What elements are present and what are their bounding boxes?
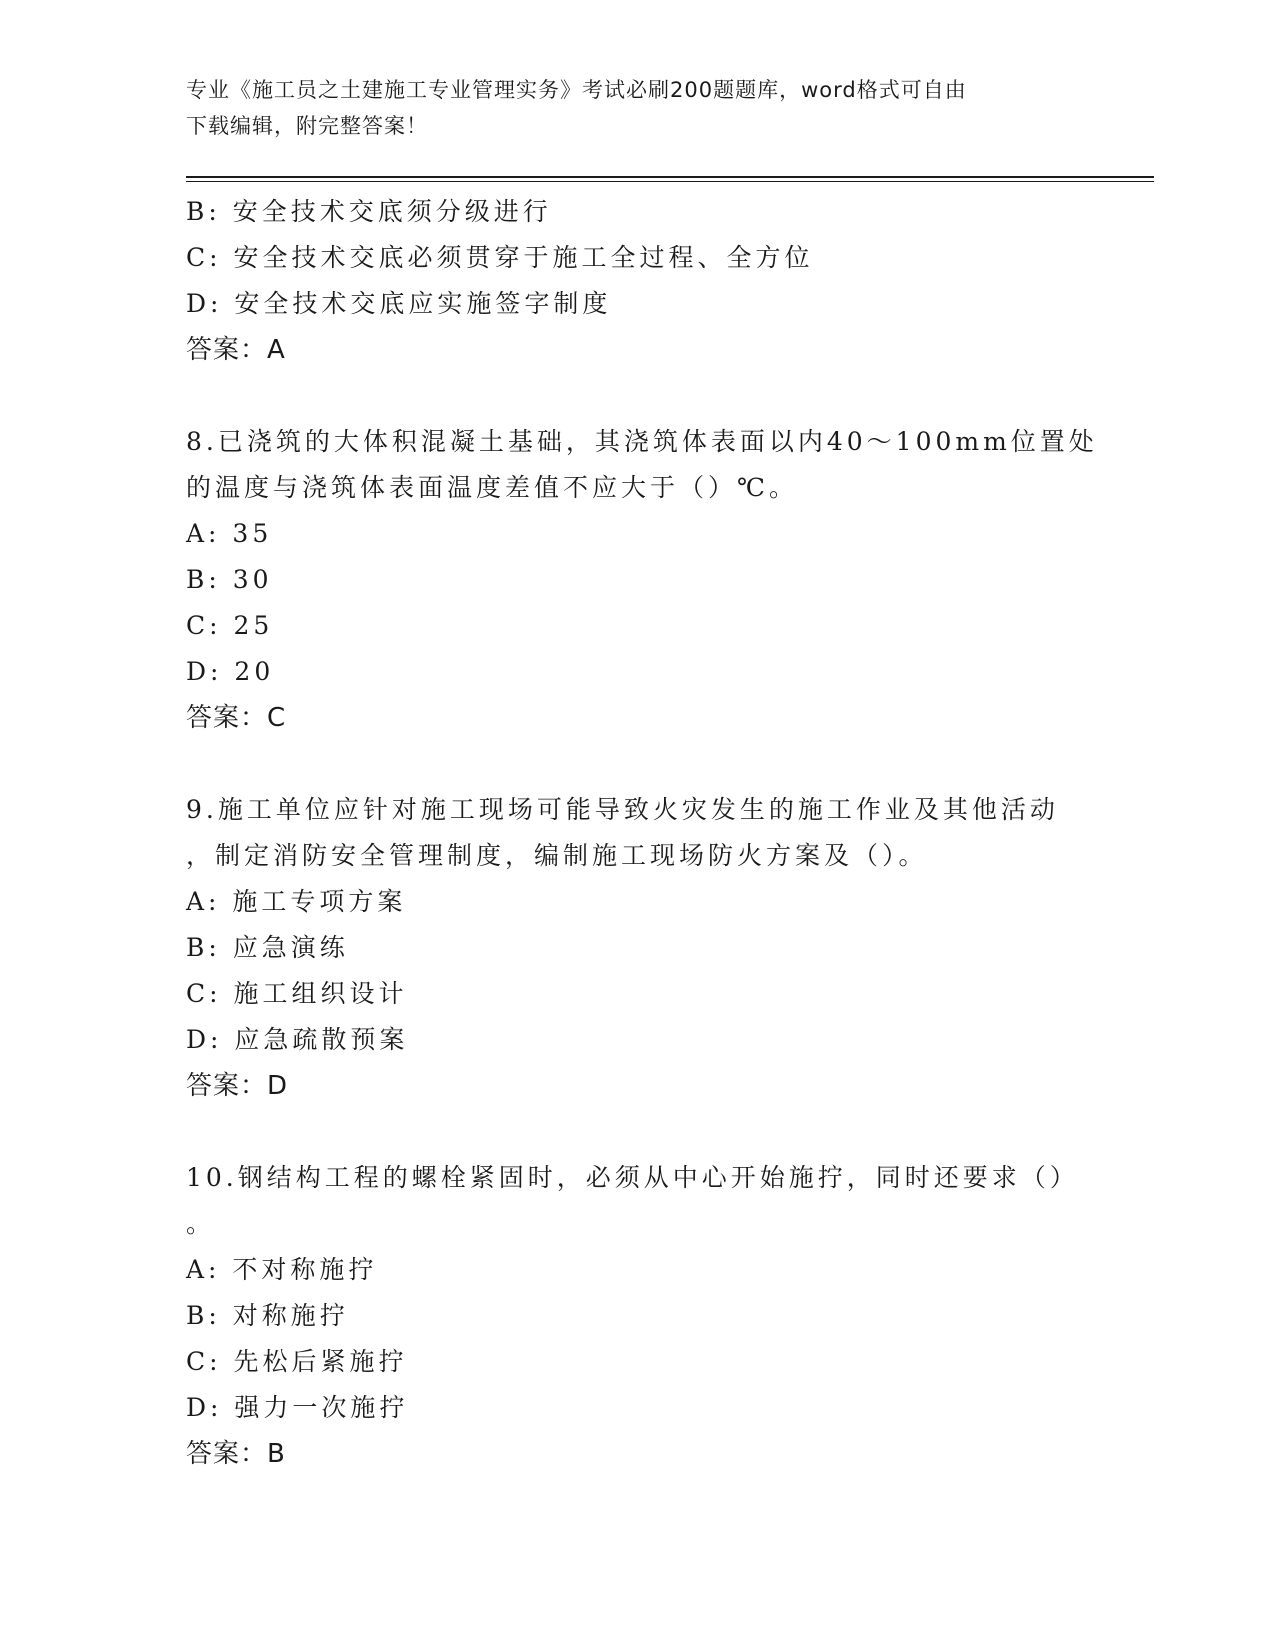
option-a: A: 35 (186, 519, 273, 548)
option-c: C: 安全技术交底必须贯穿于施工全过程、全方位 (186, 243, 814, 272)
option-c: C: 施工组织设计 (186, 979, 408, 1008)
question-stem-line-1: 10.钢结构工程的螺栓紧固时，必须从中心开始施拧，同时还要求（） (186, 1163, 1079, 1192)
question-7 (186, 189, 1066, 373)
answer: 答案：B (186, 1439, 286, 1469)
option-b: B: 30 (186, 565, 273, 594)
spacer (186, 1109, 1066, 1155)
question-9 (186, 787, 1066, 1109)
option-c: C: 25 (186, 611, 274, 640)
question-stem-line-1: 8.已浇筑的大体积混凝土基础，其浇筑体表面以内40～100mm位置处 (186, 427, 1098, 456)
question-stem-line-2: 。 (186, 1209, 216, 1238)
spacer (186, 741, 1066, 787)
header-divider-thick (186, 176, 1154, 178)
option-b: B: 应急演练 (186, 933, 349, 962)
answer: 答案：C (186, 703, 287, 733)
answer: 答案：D (186, 1071, 289, 1101)
question-8 (186, 419, 1098, 741)
header-divider-thin (186, 181, 1154, 182)
spacer (186, 373, 1066, 419)
option-d: D: 应急疏散预案 (186, 1025, 409, 1054)
header-line-2: 下载编辑，附完整答案！ (186, 114, 428, 138)
question-stem-line-1: 9.施工单位应针对施工现场可能导致火灾发生的施工作业及其他活动 (186, 795, 1059, 824)
question-stem-line-2: 的温度与浇筑体表面温度差值不应大于（）℃。 (186, 473, 798, 502)
header-line-1: 专业《施工员之土建施工专业管理实务》考试必刷200题题库，word格式可自由 (186, 78, 967, 102)
document-header (186, 72, 1066, 144)
option-b: B: 安全技术交底须分级进行 (186, 197, 552, 226)
option-b: B: 对称施拧 (186, 1301, 349, 1330)
answer: 答案：A (186, 335, 286, 365)
option-a: A: 施工专项方案 (186, 887, 407, 916)
question-list (186, 189, 1098, 1477)
option-d: D: 安全技术交底应实施签字制度 (186, 289, 612, 318)
option-a: A: 不对称施拧 (186, 1255, 378, 1284)
question-10 (186, 1155, 1079, 1477)
question-stem-line-2: ，制定消防安全管理制度，编制施工现场防火方案及（）。 (186, 841, 928, 870)
option-d: D: 强力一次施拧 (186, 1393, 409, 1422)
option-d: D: 20 (186, 657, 275, 686)
option-c: C: 先松后紧施拧 (186, 1347, 408, 1376)
